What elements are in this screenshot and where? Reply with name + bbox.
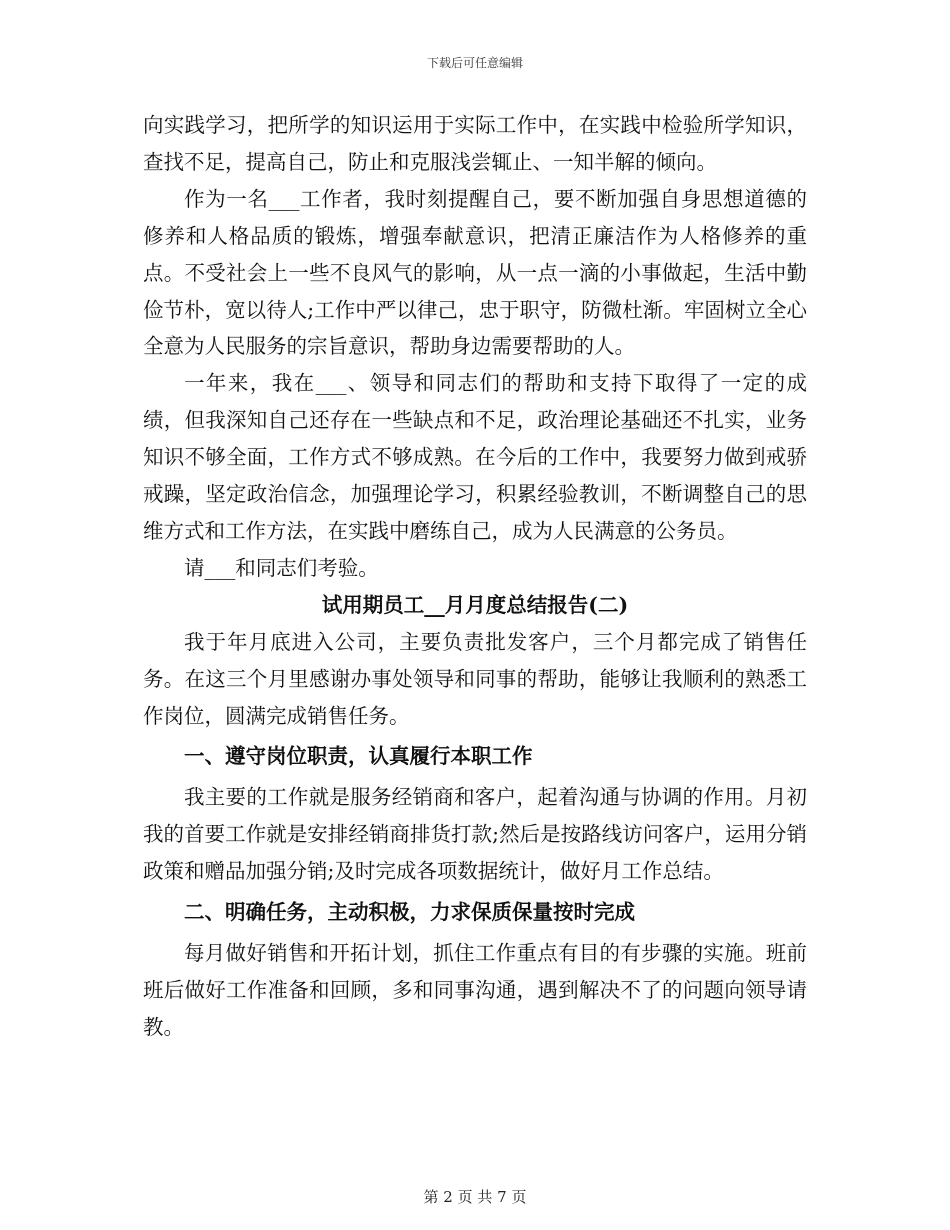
page-footer: 第 2 页 共 7 页 xyxy=(423,1188,527,1206)
paragraph-continuation: 向实践学习，把所学的知识运用于实际工作中，在实践中检验所学知识，查找不足，提高自己，防止和克服浅尝辄止、一知半解的倾向。 xyxy=(143,113,807,174)
paragraph-intro: 我于年月底进入公司，主要负责批发客户，三个月都完成了销售任务。在这三个月里感谢办事处领导和同事的帮助，能够让我顺利的熟悉工作岗位，圆满完成销售任务。 xyxy=(143,629,807,728)
paragraph-tasks: 每月做好销售和开拓计划，抓住工作重点有目的有步骤的实施。班前班后做好工作准备和回顾，多和同事沟通，遇到解决不了的问题向领导请教。 xyxy=(143,940,807,1039)
paragraph-year-summary: 一年来，我在___、领导和同志们的帮助和支持下取得了一定的成绩，但我深知自己还存在一些缺点和不足，政治理论基础还不扎实，业务知识不够全面，工作方式不够成熟。在今后的工作中，我要努力做到戒骄戒躁，坚定政治信念，加强理论学习，积累经验教训，不断调整自己的思维方式和工作方法，在实践中磨练自己，成为人民满意的公务员。 xyxy=(143,371,807,543)
paragraph-duties: 我主要的工作就是服务经销商和客户，起着沟通与协调的作用。月初我的首要工作就是安排经销商排货打款;然后是按路线访问客户，运用分销政策和赠品加强分销;及时完成各项数据统计，做好月工作总结。 xyxy=(143,785,807,884)
section-heading-duties: 一、遵守岗位职责，认真履行本职工作 xyxy=(184,744,533,769)
section-heading-tasks: 二、明确任务，主动积极，力求保质保量按时完成 xyxy=(184,900,635,925)
document-body xyxy=(143,107,807,1046)
report-title: 试用期员工__月月度总结报告(二) xyxy=(321,592,629,617)
paragraph-moral-cultivation: 作为一名___工作者，我时刻提醒自己，要不断加强自身思想道德的修养和人格品质的锻炼，增强奉献意识，把清正廉洁作为人格修养的重点。不受社会上一些不良风气的影响，从一点一滴的小事做起，生活中勤俭节朴，宽以待人;工作中严以律己，忠于职守，防微杜渐。牢固树立全心全意为人民服务的宗旨意识，帮助身边需要帮助的人。 xyxy=(143,186,807,359)
paragraph-closing: 请___和同志们考验。 xyxy=(184,555,379,580)
page-header: 下载后可任意编辑 xyxy=(426,56,523,70)
